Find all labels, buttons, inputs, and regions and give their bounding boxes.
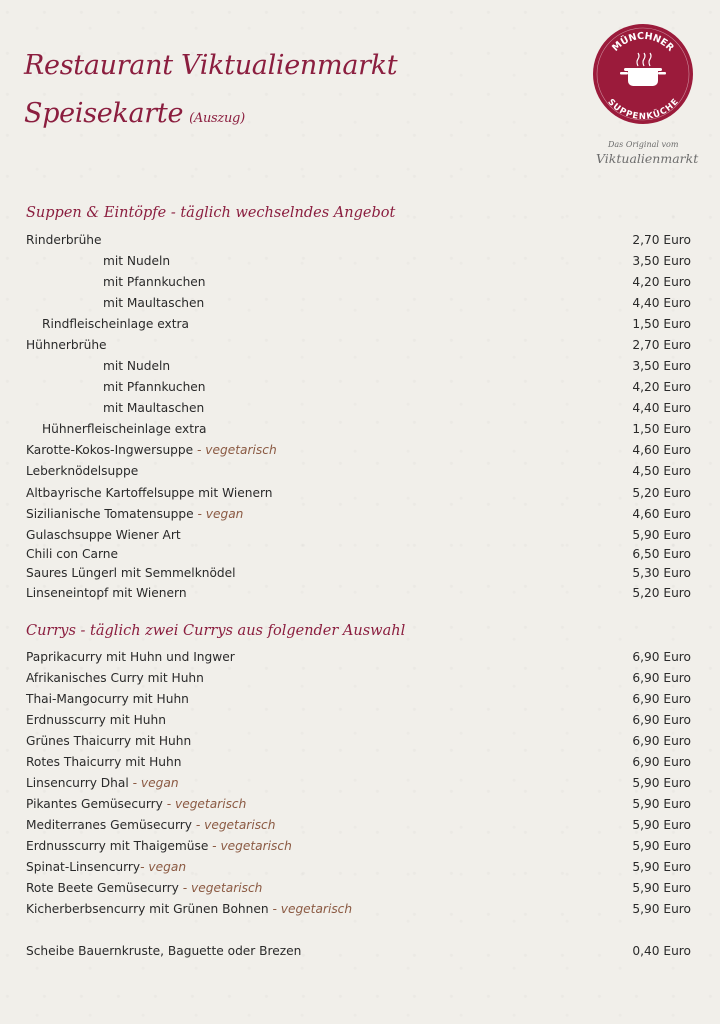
diet-tag: - vegan bbox=[140, 860, 187, 874]
menu-item bbox=[26, 668, 691, 688]
menu-item-price: 0,40 Euro bbox=[632, 944, 691, 958]
suppenkueche-logo bbox=[592, 23, 694, 125]
menu-item-price: 5,90 Euro bbox=[632, 818, 691, 832]
menu-item-title: Rinderbrühe bbox=[26, 233, 102, 247]
menu-item-price: 2,70 Euro bbox=[632, 233, 691, 247]
logo-bottom-text: SUPPENKÜCHE bbox=[605, 97, 681, 122]
menu-item-title: Paprikacurry mit Huhn und Ingwer bbox=[26, 650, 235, 664]
menu-item-name bbox=[103, 356, 170, 376]
menu-item-name bbox=[26, 899, 352, 919]
menu-item bbox=[26, 583, 691, 603]
menu-item bbox=[26, 878, 691, 898]
menu-item-name bbox=[26, 583, 187, 603]
menu-item-title: mit Maultaschen bbox=[103, 296, 205, 310]
menu-item-title: mit Pfannkuchen bbox=[103, 380, 206, 394]
menu-item bbox=[26, 563, 691, 583]
menu-item-title: Erdnusscurry mit Huhn bbox=[26, 713, 166, 727]
menu-item-price: 5,90 Euro bbox=[632, 528, 691, 542]
logo-top-text: MÜNCHNER bbox=[610, 30, 676, 54]
menu-item-name bbox=[103, 272, 206, 292]
menu-item-name bbox=[42, 314, 189, 334]
menu-item bbox=[26, 857, 691, 877]
menu-item bbox=[26, 314, 691, 334]
menu-item-name bbox=[26, 815, 275, 835]
menu-item-title: Rotes Thaicurry mit Huhn bbox=[26, 755, 182, 769]
menu-item bbox=[26, 272, 691, 292]
menu-item-name bbox=[26, 731, 191, 751]
menu-item-title: Leberknödelsuppe bbox=[26, 464, 139, 478]
menu-item-name bbox=[103, 293, 204, 313]
menu-item-price: 6,90 Euro bbox=[632, 692, 691, 706]
menu-item bbox=[26, 752, 691, 772]
menu-item-price: 3,50 Euro bbox=[632, 254, 691, 268]
menu-item-title: Saures Lüngerl mit Semmelknödel bbox=[26, 566, 236, 580]
menu-item bbox=[26, 356, 691, 376]
menu-item bbox=[26, 899, 691, 919]
menu-item-price: 3,50 Euro bbox=[632, 359, 691, 373]
menu-item bbox=[26, 710, 691, 730]
menu-item-name bbox=[26, 836, 292, 856]
menu-item-price: 5,90 Euro bbox=[632, 776, 691, 790]
menu-item-name bbox=[26, 230, 102, 250]
menu-item-title: mit Nudeln bbox=[103, 254, 171, 268]
menu-item-title: Afrikanisches Curry mit Huhn bbox=[26, 671, 204, 685]
menu-item-name bbox=[26, 461, 138, 481]
menu-item-name bbox=[26, 544, 118, 564]
menu-item bbox=[26, 836, 691, 856]
menu-item-price: 1,50 Euro bbox=[632, 317, 691, 331]
menu-item-title: Altbayrische Kartoffelsuppe mit Wienern bbox=[26, 486, 273, 500]
menu-item-title: mit Nudeln bbox=[103, 359, 171, 373]
menu-item-price: 6,50 Euro bbox=[632, 547, 691, 561]
menu-item-name bbox=[103, 398, 204, 418]
menu-item bbox=[26, 504, 691, 524]
menu-item-title: Erdnusscurry mit Thaigemüse bbox=[26, 839, 209, 853]
menu-item bbox=[26, 419, 691, 439]
menu-item-name bbox=[26, 525, 181, 545]
menu-item-name bbox=[26, 335, 107, 355]
menu-item bbox=[26, 440, 691, 460]
menu-item bbox=[26, 731, 691, 751]
menu-item bbox=[26, 525, 691, 545]
menu-item-title: mit Pfannkuchen bbox=[103, 275, 206, 289]
menu-item-price: 6,90 Euro bbox=[632, 713, 691, 727]
menu-item-name bbox=[26, 504, 243, 524]
menu-title bbox=[24, 98, 245, 129]
menu-item-name bbox=[26, 710, 166, 730]
menu-item-price: 5,90 Euro bbox=[632, 881, 691, 895]
logo-tagline-small: Das Original vom bbox=[608, 140, 679, 149]
menu-item-title: Mediterranes Gemüsecurry bbox=[26, 818, 192, 832]
menu-item-price: 5,90 Euro bbox=[632, 902, 691, 916]
menu-item-title: Pikantes Gemüsecurry bbox=[26, 797, 163, 811]
diet-tag: - vegetarisch bbox=[208, 839, 292, 853]
menu-item-price: 1,50 Euro bbox=[632, 422, 691, 436]
menu-item bbox=[26, 773, 691, 793]
diet-tag: - vegetarisch bbox=[191, 818, 276, 832]
menu-item-title: mit Maultaschen bbox=[103, 401, 205, 415]
menu-item bbox=[26, 230, 691, 250]
menu-item bbox=[26, 483, 691, 503]
menu-item-title: Rote Beete Gemüsecurry bbox=[26, 881, 179, 895]
menu-item-name bbox=[26, 440, 277, 460]
menu-item-price: 4,60 Euro bbox=[632, 507, 691, 521]
menu-title-text: Speisekarte bbox=[24, 98, 184, 129]
menu-item-price: 4,50 Euro bbox=[632, 464, 691, 478]
menu-item-price: 5,90 Euro bbox=[632, 839, 691, 853]
menu-item bbox=[26, 398, 691, 418]
menu-item-title: Linseneintopf mit Wienern bbox=[26, 586, 187, 600]
menu-item-name bbox=[26, 941, 301, 961]
menu-item-price: 4,20 Euro bbox=[632, 275, 691, 289]
menu-item-name bbox=[26, 483, 272, 503]
menu-item-title: Chili con Carne bbox=[26, 547, 119, 561]
menu-item-name bbox=[26, 773, 179, 793]
menu-item-title: Linsencurry Dhal bbox=[26, 776, 129, 790]
menu-item-title: Gulaschsuppe Wiener Art bbox=[26, 528, 181, 542]
menu-item bbox=[26, 335, 691, 355]
menu-item-title: Thai-Mangocurry mit Huhn bbox=[26, 692, 189, 706]
menu-item-price: 6,90 Euro bbox=[632, 755, 691, 769]
menu-item-name bbox=[26, 794, 246, 814]
menu-item-price: 5,20 Euro bbox=[632, 486, 691, 500]
menu-item bbox=[26, 794, 691, 814]
menu-item bbox=[26, 647, 691, 667]
menu-item-name bbox=[42, 419, 207, 439]
menu-item-name bbox=[26, 857, 186, 877]
menu-item bbox=[26, 941, 691, 961]
menu-item-name bbox=[26, 878, 262, 898]
menu-item-name bbox=[26, 689, 189, 709]
menu-item-name bbox=[103, 377, 206, 397]
menu-item-price: 4,40 Euro bbox=[632, 401, 691, 415]
logo-tagline-large: Viktualienmarkt bbox=[596, 151, 699, 166]
menu-item-title: Spinat-Linsencurry bbox=[26, 860, 141, 874]
diet-tag: - vegetarisch bbox=[193, 443, 277, 457]
menu-item-title: Hühnerfleischeinlage extra bbox=[42, 422, 207, 436]
menu-item-name bbox=[26, 752, 181, 772]
diet-tag: - vegetarisch bbox=[162, 797, 247, 811]
menu-item-title: Karotte-Kokos-Ingwersuppe bbox=[26, 443, 194, 457]
menu-item bbox=[26, 293, 691, 313]
restaurant-name: Restaurant Viktualienmarkt bbox=[24, 50, 398, 81]
menu-item bbox=[26, 251, 691, 271]
menu-item-price: 5,90 Euro bbox=[632, 797, 691, 811]
menu-item-price: 4,40 Euro bbox=[632, 296, 691, 310]
diet-tag: - vegan bbox=[193, 507, 244, 521]
menu-item bbox=[26, 815, 691, 835]
menu-item-name bbox=[26, 668, 204, 688]
menu-item-name bbox=[103, 251, 170, 271]
menu-item-price: 4,60 Euro bbox=[632, 443, 691, 457]
menu-item-title: Hühnerbrühe bbox=[26, 338, 107, 352]
menu-item bbox=[26, 544, 691, 564]
diet-tag: - vegan bbox=[128, 776, 179, 790]
diet-tag: - vegetarisch bbox=[178, 881, 263, 895]
soups-heading: Suppen & Eintöpfe - täglich wechselndes Angebot bbox=[26, 205, 396, 221]
menu-item-price: 6,90 Euro bbox=[632, 671, 691, 685]
menu-item-price: 5,20 Euro bbox=[632, 586, 691, 600]
menu-item-title: Grünes Thaicurry mit Huhn bbox=[26, 734, 192, 748]
menu-item bbox=[26, 377, 691, 397]
menu-item-price: 5,90 Euro bbox=[632, 860, 691, 874]
curries-heading: Currys - täglich zwei Currys aus folgender Auswahl bbox=[26, 623, 406, 639]
menu-item-title: Sizilianische Tomatensuppe bbox=[26, 507, 194, 521]
menu-item-title: Scheibe Bauernkruste, Baguette oder Brezen bbox=[26, 944, 302, 958]
menu-item-price: 5,30 Euro bbox=[632, 566, 691, 580]
menu-item-title: Kicherberbsencurry mit Grünen Bohnen bbox=[26, 902, 269, 916]
menu-item bbox=[26, 461, 691, 481]
menu-item-name bbox=[26, 647, 235, 667]
menu-item-price: 2,70 Euro bbox=[632, 338, 691, 352]
menu-item-price: 6,90 Euro bbox=[632, 734, 691, 748]
menu-title-note: (Auszug) bbox=[189, 111, 245, 126]
menu-item-name bbox=[26, 563, 236, 583]
menu-item-title: Rindfleischeinlage extra bbox=[42, 317, 189, 331]
diet-tag: - vegetarisch bbox=[268, 902, 353, 916]
menu-item bbox=[26, 689, 691, 709]
menu-item-price: 4,20 Euro bbox=[632, 380, 691, 394]
menu-item-price: 6,90 Euro bbox=[632, 650, 691, 664]
